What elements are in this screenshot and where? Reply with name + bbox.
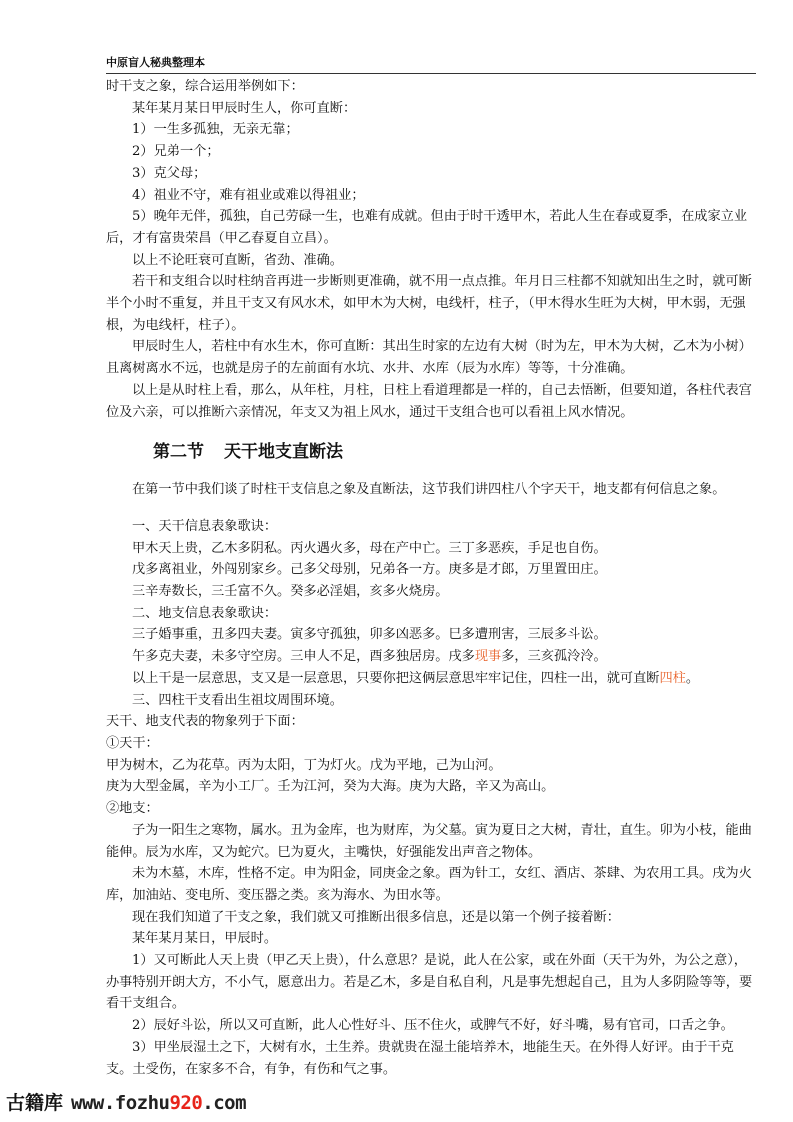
section-intro: 在第一节中我们谈了时柱干支信息之象及直断法，这节我们讲四柱八个字天干，地支都有何信息之象。 — [132, 482, 726, 498]
paragraph: 2）兄弟一个； — [132, 144, 220, 160]
section-heading — [106, 439, 756, 465]
part2-line: 午多克夫妻，未多守空房。三申人不足，酉多独居房。戌多现事多，三亥孤泠泠。 — [132, 649, 607, 665]
paragraph: ①天干： — [106, 735, 159, 751]
paragraph: 3）克父母； — [132, 165, 207, 181]
highlighted-text: 四柱 — [659, 670, 686, 686]
summary-line: 以上干是一层意思，支又是一层意思，只要你把这俩层意思牢牢记住，四柱一出，就可直断四柱。 — [132, 670, 700, 686]
paragraph: 子为一阳生之寒物，属水。丑为金库，也为财库，为父墓。寅为夏日之大树，青壮，直生。卯为小枝，能曲能伸。辰为水库，又为蛇穴。巳为夏火，主嘴快，好强能发出声音之物体。 — [106, 822, 752, 860]
paragraph: 甲辰时生人，若柱中有水生木，你可直断：其出生时家的左边有大树（时为左，甲木为大树，乙木为小树）且离树离水不远，也就是房子的左前面有水坑、水井、水库（辰为水库）等等，十分准确。 — [106, 339, 752, 377]
part3-body — [106, 711, 756, 1080]
paragraph: 庚为大型金属，辛为小工厂。壬为江河，癸为大海。庚为大路，辛又为高山。 — [106, 779, 555, 795]
paragraph: 2）辰好斗讼，所以又可直断，此人心性好斗、压不住火，或脾气不好，好斗嘴，易有官司，口舌之争。 — [132, 1018, 734, 1034]
paragraph: 1）一生多孤独，无亲无靠； — [132, 122, 299, 138]
paragraph: 若干和支组合以时柱纳音再进一步断则更准确，就不用一点点推。年月日三柱都不知就知出生之时，就可断半个小时不重复，并且干支又有风水术，如甲木为大树，电线杆，柱子，（甲木得水生旺为大树，甲木弱，无强根，为电线杆，柱子）。 — [106, 274, 752, 333]
paragraph: 4）祖业不守，难有祖业或难以得祖业； — [132, 187, 365, 203]
part1-heading: 一、天干信息表象歌诀： — [132, 518, 278, 534]
paragraph: 现在我们知道了干支之象，我们就又可推断出很多信息，还是以第一个例子接着断： — [132, 909, 620, 925]
paragraph: 某年某月某日，甲辰时。 — [132, 931, 278, 947]
paragraph: 5）晚年无伴，孤独，自己劳碌一生，也难有成就。但由于时干透甲木，若此人生在春或夏季，在成家立业后，才有富贵荣昌（甲乙春夏自立昌）。 — [106, 209, 748, 246]
paragraph: 某年某月某日甲辰时生人，你可直断： — [132, 100, 357, 116]
paragraph: 时干支之象，综合运用举例如下： — [106, 79, 304, 94]
part2-line: 三子婚事重，丑多四夫妻。寅多守孤独，卯多凶恶多。巳多遭刑害，三辰多斗讼。 — [132, 627, 607, 643]
paragraph: ②地支： — [106, 801, 159, 817]
part2-heading: 二、地支信息表象歌诀： — [132, 605, 278, 621]
document-body — [106, 76, 756, 1080]
paragraph: 1）又可断此人天上贵（甲乙天上贵），什么意思？是说，此人在公家，或在外面（天干为外，为公之意），办事特别开朗大方，不小气，愿意出力。若是乙木，多是自私自利，凡是事先想起自己，且为人多阴险等等，要看干支组合。 — [106, 953, 753, 1012]
running-header: 中原盲人秘典整理本 — [106, 56, 756, 74]
part3-heading: 三、四柱干支看出生祖坟周围环境。 — [132, 692, 343, 708]
paragraph: 以上是从时柱上看，那么，从年柱，月柱，日柱上看道理都是一样的，自己去悟断，但要知道，各柱代表宫位及六亲，可以推断六亲情况，年支又为祖上风水，通过干支组合也可以看祖上风水情况。 — [106, 382, 752, 420]
highlighted-text: 现事 — [474, 649, 502, 665]
part1-line: 三辛寿数长，三壬富不久。癸多必淫娼，亥多火烧房。 — [132, 584, 449, 600]
section-number: 第二节 — [153, 442, 204, 463]
paragraph: 3）甲坐辰湿土之下，大树有水，土生养。贵就贵在湿土能培养木，地能生天。在外得人好评。由于干克支。土受伤，在家多不合，有争，有伤和气之事。 — [106, 1039, 734, 1077]
site-url: www.fozhu920.com — [71, 1092, 247, 1114]
part1-line: 甲木天上贵，乙木多阴私。丙火遇火多，母在产中亡。三丁多恶疾，手足也自伤。 — [132, 540, 607, 556]
site-brand: 古籍库 — [6, 1092, 64, 1114]
paragraph: 天干、地支代表的物象列于下面： — [106, 714, 304, 730]
section-one-continuation — [106, 76, 756, 423]
paragraph: 以上不论旺衰可直断，省劲、准确。 — [132, 252, 343, 268]
watermark-footer — [6, 1088, 246, 1118]
part1-line: 戊多离祖业，外闯别家乡。己多父母别，兄弟各一方。庚多是才郎，万里置田庄。 — [132, 562, 607, 578]
paragraph: 甲为树木，乙为花草。丙为太阳，丁为灯火。戊为平地，己为山河。 — [106, 757, 502, 773]
paragraph: 未为木墓，木库，性格不定。申为阳金，同庚金之象。酉为针工，女红、酒店、茶肆、为农用工具。戌为火库，加油站、变电所、变压器之类。亥为海水、为田水等。 — [106, 866, 752, 903]
section-title: 天干地支直断法 — [224, 442, 343, 463]
